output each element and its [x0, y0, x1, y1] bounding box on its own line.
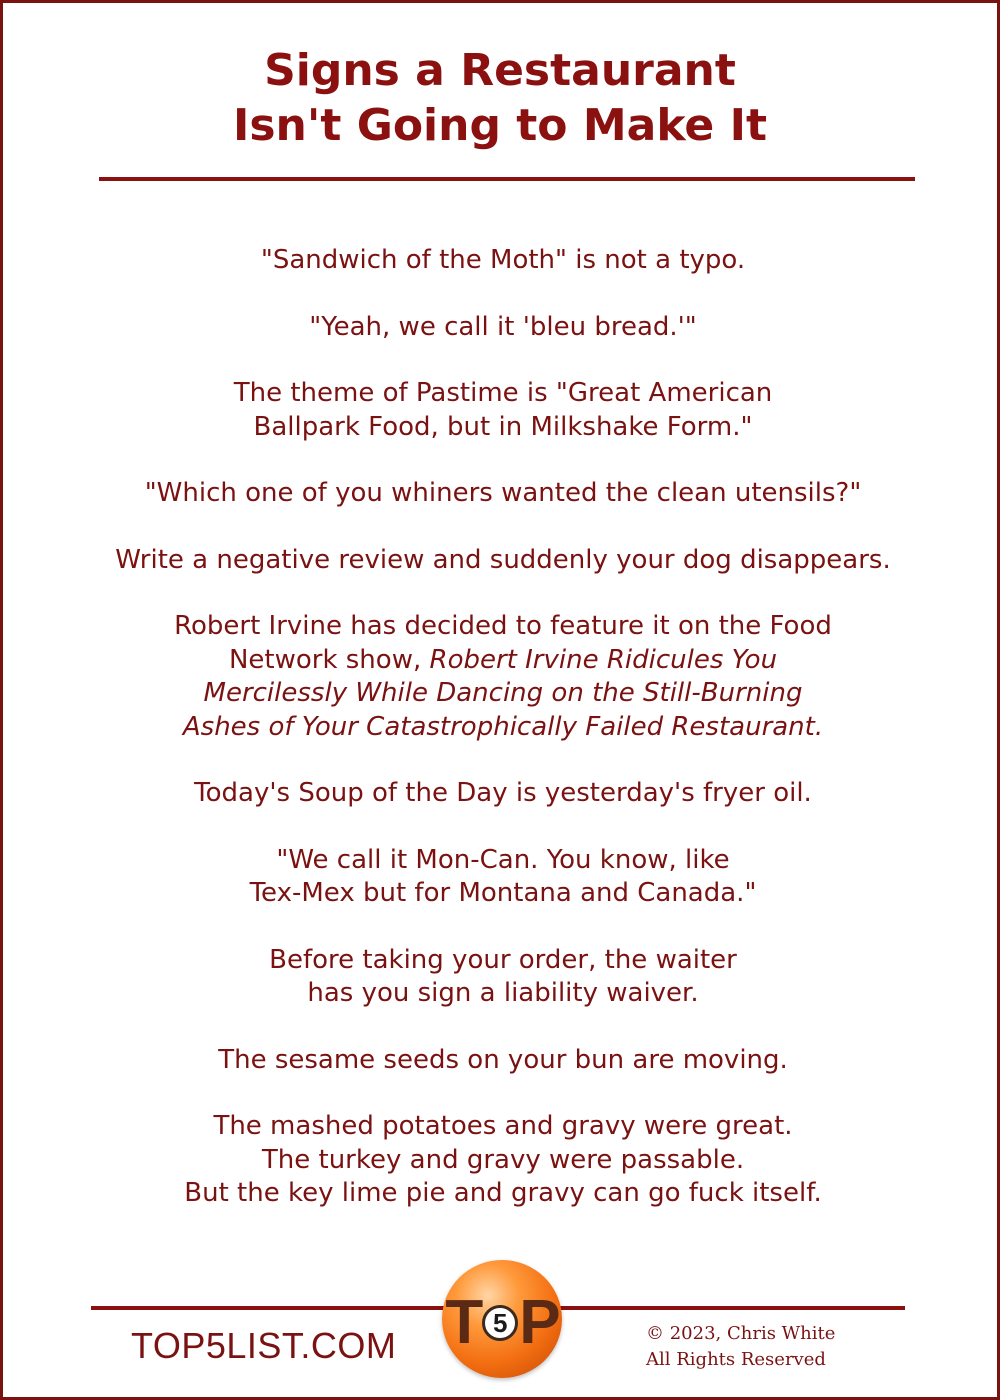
item-line: Before taking your order, the waiter	[269, 944, 737, 975]
copyright	[646, 1321, 835, 1373]
top5-logo-icon	[442, 1260, 562, 1378]
item-line: Ballpark Food, but in Milkshake Form."	[253, 411, 753, 442]
logo-letter-p: P	[519, 1287, 559, 1357]
list-item	[43, 777, 963, 811]
item-line: The turkey and gravy were passable.	[261, 1144, 745, 1175]
item-line: Robert Irvine has decided to feature it on the Food	[174, 611, 832, 641]
item-line: But the key lime pie and gravy can go fuck itself.	[184, 1178, 822, 1208]
list-item	[43, 311, 963, 345]
list-item	[43, 844, 963, 911]
item-line: "Sandwich of the Moth" is not a typo.	[260, 245, 746, 275]
item-line: The mashed potatoes and gravy were great.	[213, 1111, 793, 1141]
list-item	[43, 610, 963, 744]
title-line-1: Signs a Restaurant	[264, 45, 736, 96]
title-line-2: Isn't Going to Make It	[233, 100, 767, 151]
list-item	[43, 1044, 963, 1078]
item-line: The sesame seeds on your bun are moving.	[218, 1044, 788, 1075]
list-item	[43, 377, 963, 444]
list-item	[43, 244, 963, 278]
logo-wordmark	[442, 1287, 562, 1357]
item-line: "We call it Mon-Can. You know, like	[276, 844, 730, 875]
list-item	[43, 944, 963, 1011]
item-line: The theme of Pastime is "Great American	[233, 378, 773, 408]
item-line: Today's Soup of the Day is yesterday's fryer oil.	[194, 778, 812, 808]
title-divider	[99, 177, 915, 181]
list-item	[43, 477, 963, 511]
show-title-italic: Robert Irvine Ridicules You	[429, 644, 778, 675]
logo-letter-t: T	[445, 1287, 482, 1357]
item-line	[43, 644, 963, 678]
show-title-italic: Ashes of Your Catastrophically Failed Restaurant.	[182, 711, 824, 742]
item-line: Tex-Mex but for Montana and Canada."	[249, 878, 757, 908]
logo-number-badge: 5	[482, 1305, 518, 1341]
item-line: has you sign a liability waiver.	[307, 978, 699, 1008]
item-line: "Which one of you whiners wanted the clean utensils?"	[144, 478, 862, 508]
list-item	[43, 544, 963, 578]
site-name: TOP5LIST.COM	[131, 1325, 397, 1366]
item-line: "Yeah, we call it 'bleu bread.'"	[309, 311, 697, 342]
copyright-line: All Rights Reserved	[646, 1349, 826, 1370]
page-title	[3, 43, 997, 153]
copyright-line: © 2023, Chris White	[646, 1323, 836, 1344]
list-item	[43, 1110, 963, 1211]
item-line: Write a negative review and suddenly your dog disappears.	[115, 544, 891, 575]
item-text: Network show,	[228, 644, 430, 675]
list-items	[43, 244, 963, 1244]
show-title-italic: Mercilessly While Dancing on the Still-Burning	[203, 678, 803, 708]
